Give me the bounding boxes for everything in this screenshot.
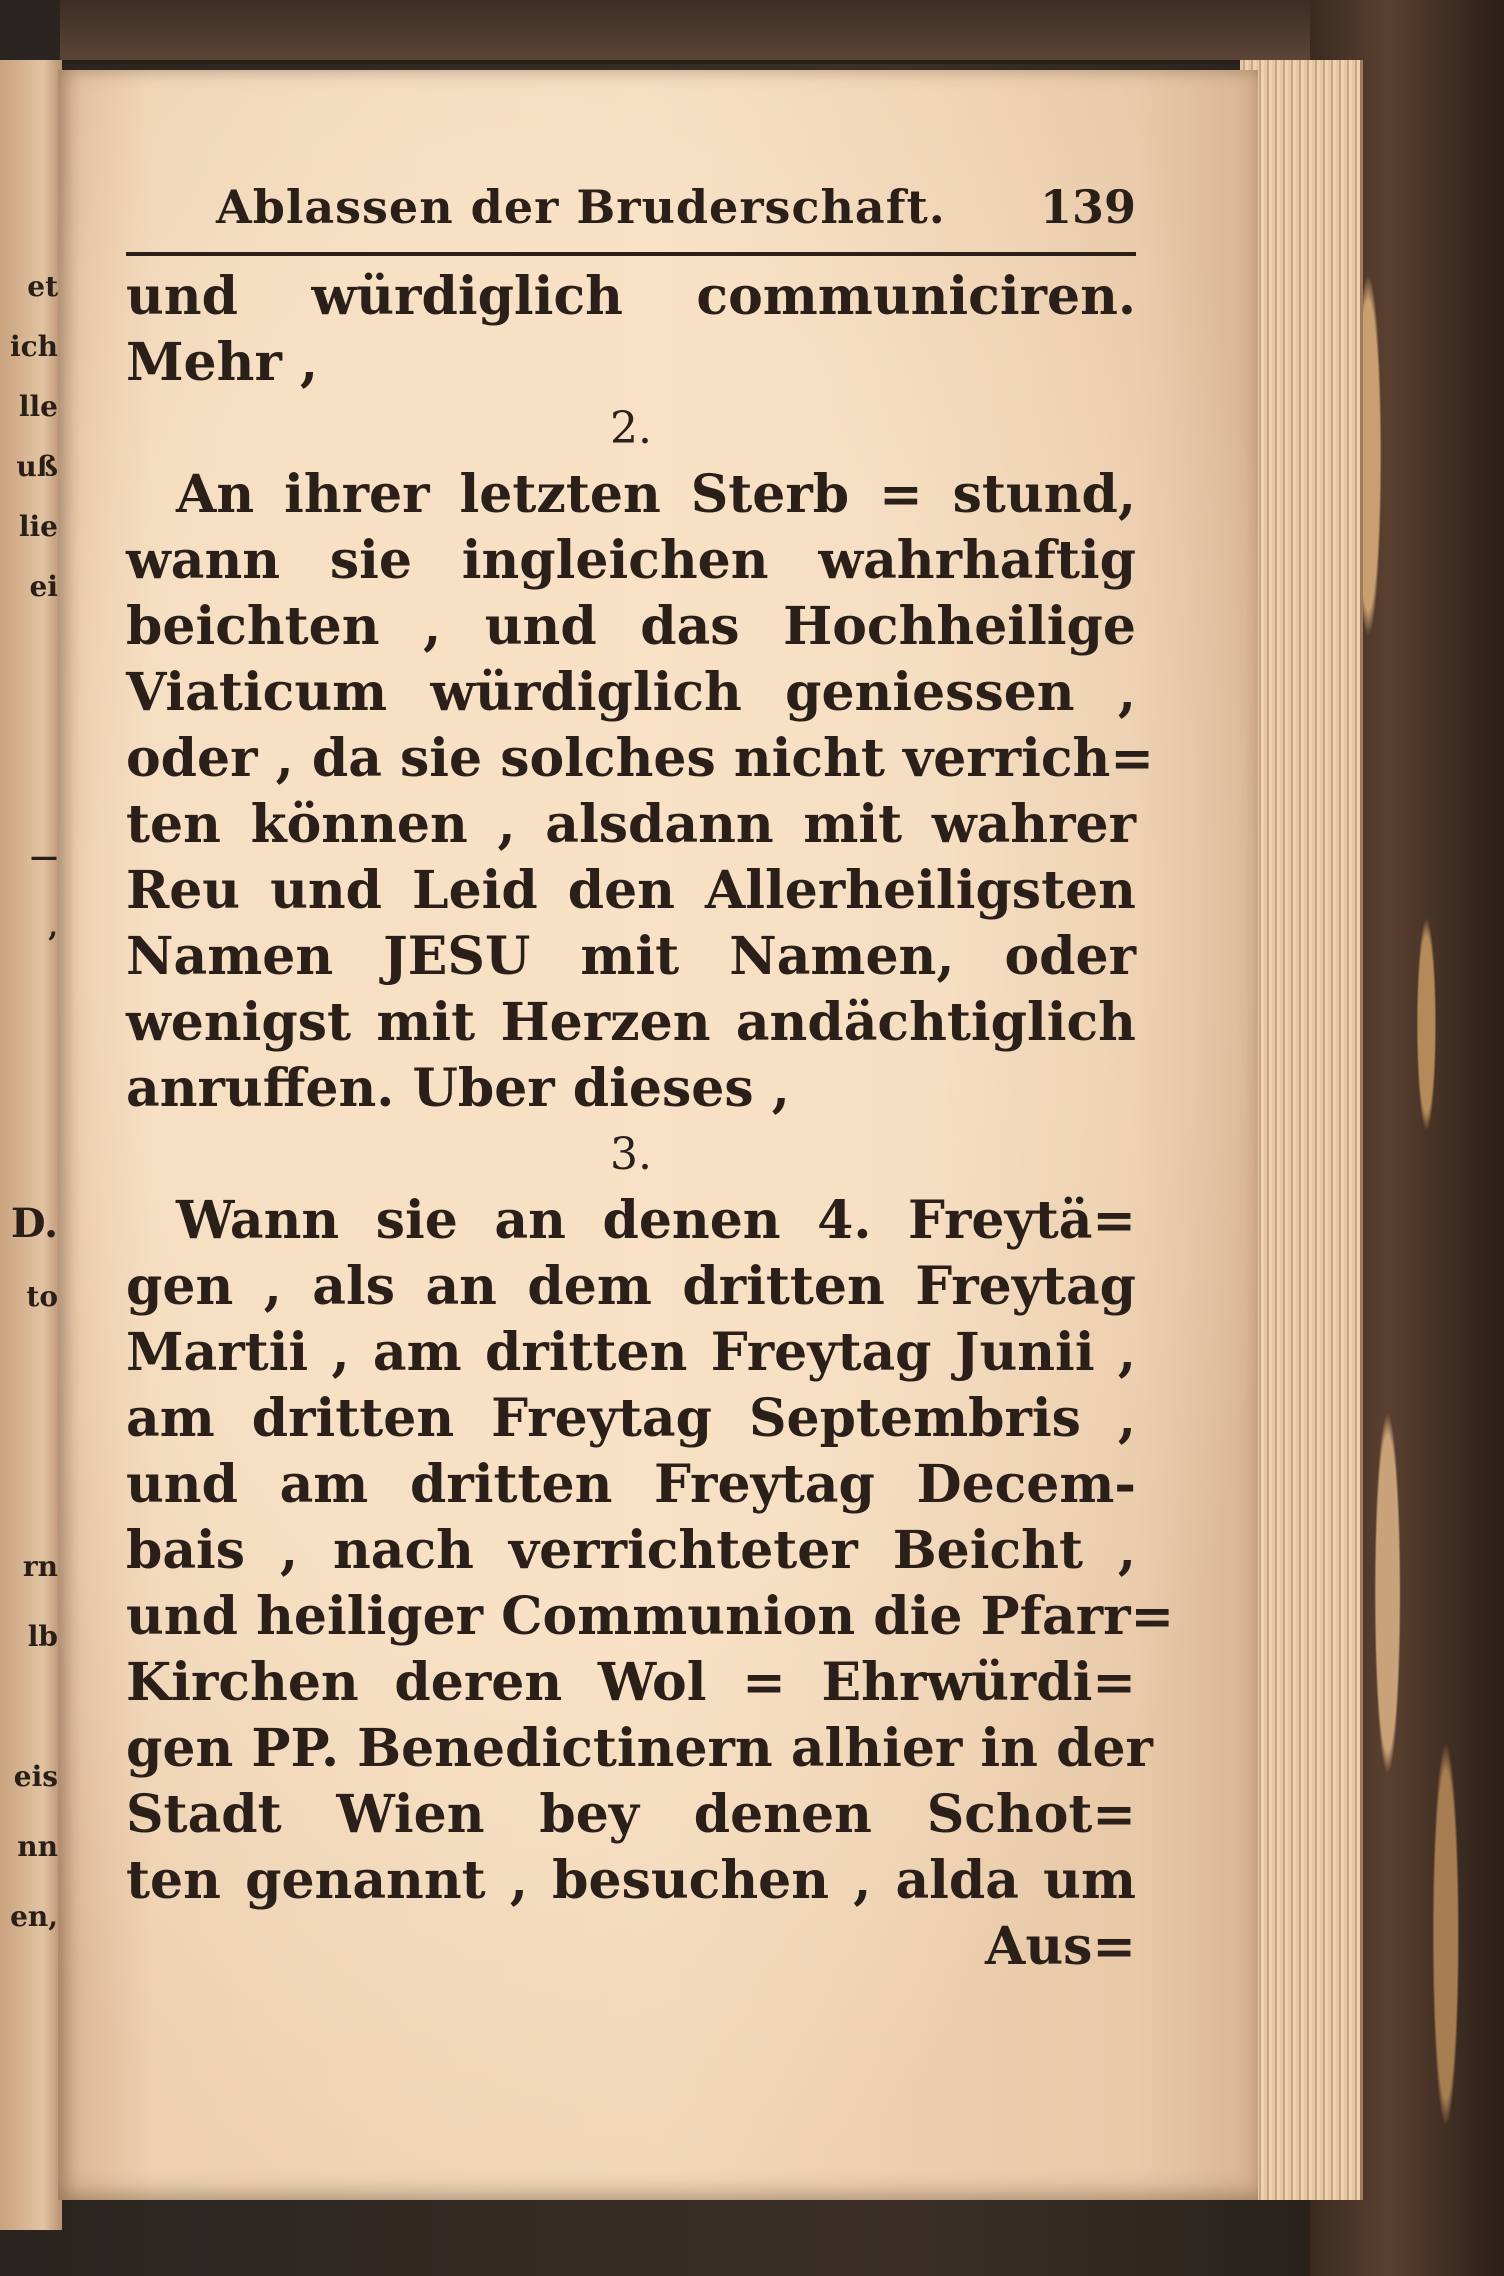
facing-page-fragment: to bbox=[26, 1280, 58, 1313]
text-line: Mehr , bbox=[126, 332, 319, 393]
facing-page-fragment: ei bbox=[29, 570, 58, 603]
running-header bbox=[126, 180, 1136, 246]
section-number: 3. bbox=[610, 1129, 652, 1180]
text-line: und am dritten Freytag Decem- bbox=[126, 1454, 1136, 1515]
facing-page-edge bbox=[0, 60, 62, 2230]
page-number: 139 bbox=[1039, 180, 1136, 234]
text-line: beichten , und das Hochheilige bbox=[126, 596, 1136, 657]
text-line: ten können , alsdann mit wahrer bbox=[126, 794, 1136, 855]
facing-page-fragment: — bbox=[30, 840, 58, 873]
cover-top-edge bbox=[60, 0, 1440, 64]
facing-page-fragment: et bbox=[27, 270, 58, 303]
text-line: Stadt Wien bey denen Schot= bbox=[126, 1784, 1136, 1845]
text-line: wann sie ingleichen wahrhaftig bbox=[126, 530, 1136, 591]
text-line: Reu und Leid den Allerheiligsten bbox=[126, 860, 1136, 921]
text-line: anruffen. Uber dieses , bbox=[126, 1058, 790, 1119]
facing-page-fragment: uß bbox=[16, 450, 58, 483]
facing-page-fragment: lie bbox=[18, 510, 58, 543]
facing-page-fragment: lle bbox=[18, 390, 58, 423]
text-line: und würdiglich communiciren. bbox=[126, 266, 1136, 327]
text-line: Kirchen deren Wol = Ehrwürdi= bbox=[126, 1652, 1136, 1713]
facing-page-fragment: D. bbox=[10, 1200, 58, 1247]
page-block-edges bbox=[1240, 60, 1363, 2200]
facing-page-fragment: rn bbox=[22, 1550, 58, 1583]
facing-page-fragment: ich bbox=[9, 330, 58, 363]
facing-page-fragment: lb bbox=[27, 1620, 58, 1653]
text-line: gen , als an dem dritten Freytag bbox=[126, 1256, 1136, 1317]
facing-page-fragment: eis bbox=[13, 1760, 58, 1793]
page-text-block bbox=[126, 180, 1175, 1980]
facing-page-fragment: nn bbox=[17, 1830, 58, 1863]
text-line: An ihrer letzten Sterb = stund, bbox=[176, 464, 1136, 525]
facing-page-fragment: en, bbox=[10, 1900, 58, 1933]
text-line: gen PP. Benedictinern alhier in der bbox=[126, 1718, 1153, 1779]
text-line: am dritten Freytag Septembris , bbox=[126, 1388, 1136, 1449]
section-number: 2. bbox=[610, 403, 652, 454]
facing-page-fragment: , bbox=[48, 910, 58, 943]
text-line: wenigst mit Herzen andächtiglich bbox=[126, 992, 1136, 1053]
text-line: Namen JESU mit Namen, oder bbox=[126, 926, 1136, 987]
text-line: Martii , am dritten Freytag Junii , bbox=[126, 1322, 1136, 1383]
book-page bbox=[58, 70, 1258, 2200]
running-title: Ablassen der Bruderschaft. bbox=[216, 180, 946, 234]
text-line: Wann sie an denen 4. Freytä= bbox=[176, 1190, 1136, 1251]
text-line: Viaticum würdiglich geniessen , bbox=[126, 662, 1136, 723]
text-line: ten genannt , besuchen , alda um bbox=[126, 1850, 1136, 1911]
catchword: Aus= bbox=[985, 1916, 1136, 1977]
text-line: oder , da sie solches nicht verrich= bbox=[126, 728, 1154, 789]
text-line: bais , nach verrichteter Beicht , bbox=[126, 1520, 1136, 1581]
text-line: und heiliger Communion die Pfarr= bbox=[126, 1586, 1175, 1647]
